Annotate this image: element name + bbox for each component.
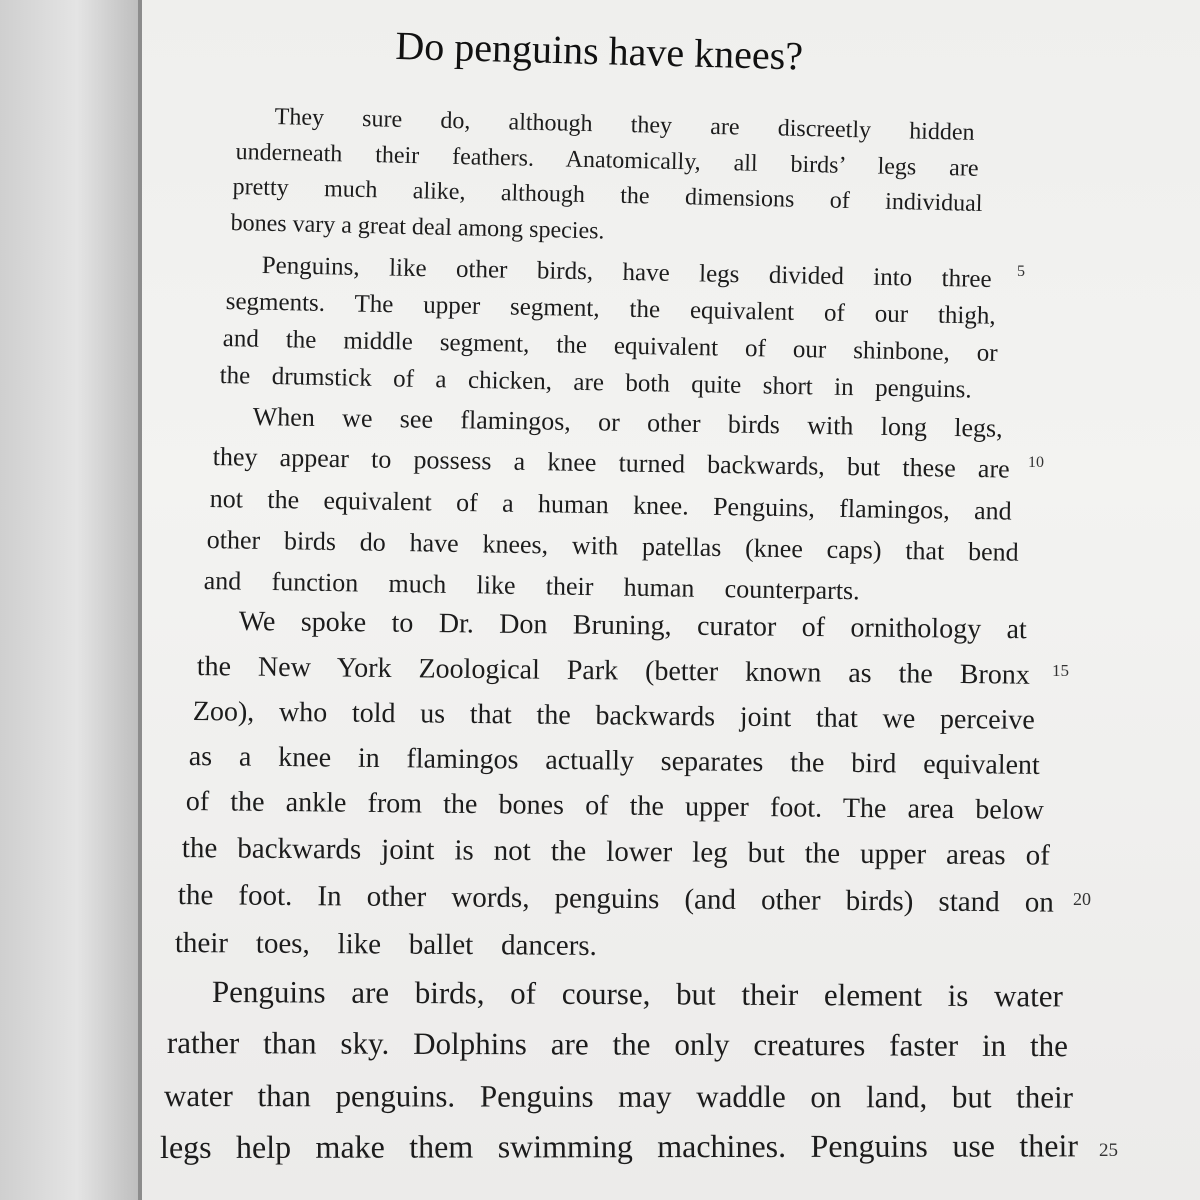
line-number-10: 10 (1028, 454, 1044, 471)
text-line-5: Penguins, like other birds, have legs divided into three (261, 252, 992, 294)
facing-page-edge (0, 0, 140, 1200)
text-line-19: the backwards joint is not the lower leg but the upper areas of (181, 832, 1050, 872)
text-line-23: rather than sky. Dolphins are the only creatures faster in the (166, 1025, 1068, 1064)
text-line-12: other birds do have knees, with patellas (knee caps) that bend (206, 525, 1019, 567)
text-line-2: underneath their feathers. Anatomically, all birds’ legs are (235, 139, 979, 182)
text-line-17: as a knee in flamingos actually separates the bird equivalent (188, 741, 1040, 781)
line-number-20: 20 (1073, 889, 1091, 909)
line-number-15: 15 (1052, 661, 1069, 680)
text-line-7: and the middle segment, the equivalent of our shinbone, or (222, 325, 998, 367)
text-line-15: the New York Zoological Park (better known as the Bronx (196, 651, 1030, 691)
text-line-6: segments. The upper segment, the equivalent of our thigh, (225, 288, 996, 330)
text-line-4: bones vary a great deal among species. (230, 210, 605, 245)
text-line-25: legs help make them swimming machines. Penguins use their (160, 1127, 1079, 1165)
text-line-9: When we see flamingos, or other birds with long legs, (252, 402, 1003, 443)
text-line-24: water than penguins. Penguins may waddle on land, but their (163, 1078, 1073, 1115)
text-line-22: Penguins are birds, of course, but their element is water (211, 974, 1063, 1014)
text-line-14: We spoke to Dr. Don Bruning, curator of ornithology at (238, 606, 1027, 646)
text-line-1: They sure do, although they are discreetly hidden (274, 104, 975, 146)
text-line-8: the drumstick of a chicken, are both quite short in penguins. (219, 362, 972, 404)
text-line-18: of the ankle from the bones of the upper foot. The area below (185, 786, 1044, 826)
text-line-10: they appear to possess a knee turned backwards, but these are (212, 442, 1010, 484)
line-number-5: 5 (1017, 263, 1025, 280)
line-number-25: 25 (1099, 1140, 1118, 1161)
text-line-3: pretty much alike, although the dimensions of individual (232, 174, 983, 218)
text-line-11: not the equivalent of a human knee. Penguins, flamingos, and (209, 484, 1012, 526)
page-title: Do penguins have knees? (394, 22, 804, 79)
text-line-21: their toes, like ballet dancers. (174, 927, 597, 962)
text-line-13: and function much like their human counterparts. (203, 566, 860, 606)
text-line-20: the foot. In other words, penguins (and other birds) stand on (177, 879, 1054, 919)
text-line-16: Zoo), who told us that the backwards joint that we perceive (192, 696, 1035, 736)
